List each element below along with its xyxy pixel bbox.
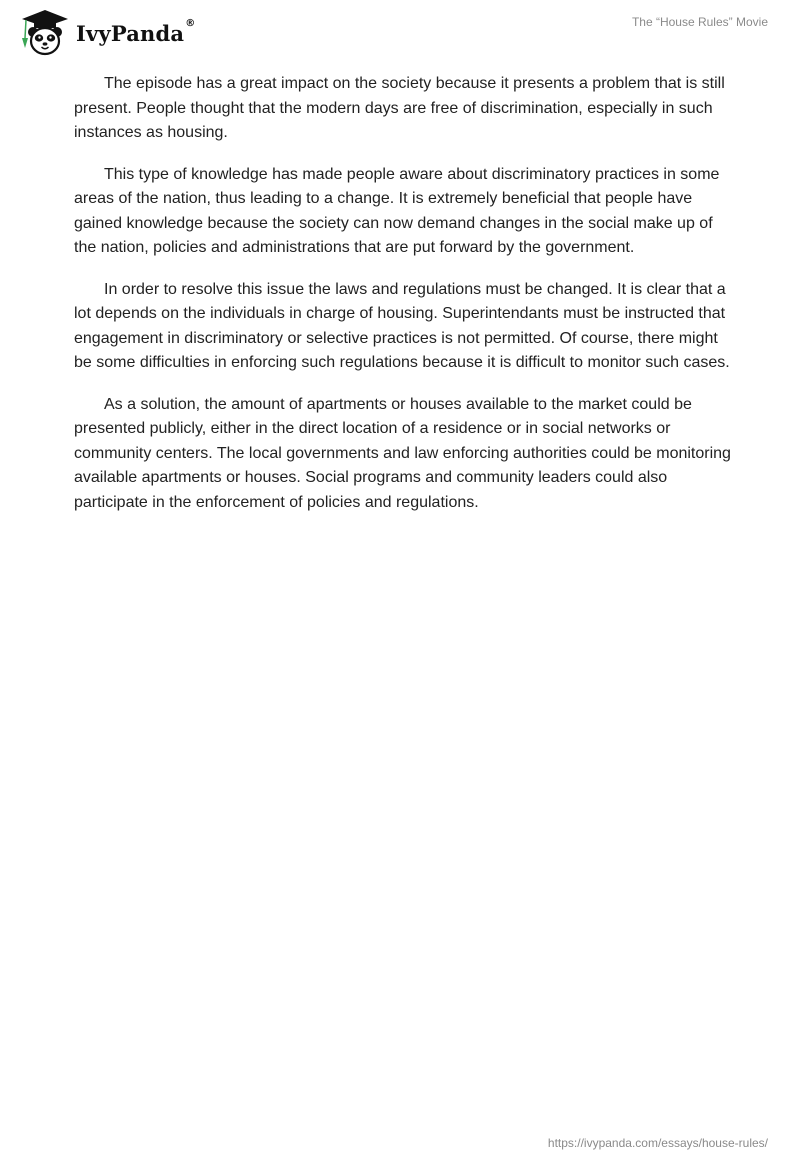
paragraph: The episode has a great impact on the society because it presents a problem that is still present. People thought that the modern days are free of discrimination, especially in such instances as housing. [74,75,725,141]
logo-wordmark: IvyPanda® [76,17,196,46]
page-header [0,0,800,60]
paragraph: This type of knowledge has made people aware about discriminatory practices in some areas of the nation, thus leading to a change. It is extremely beneficial that people have gained knowledge because the society can now demand changes in the social make up of the nation, policies and administrations that are put forward by the government. [74,165,720,256]
essay-body [74,72,734,532]
paragraph: As a solution, the amount of apartments or houses available to the market could be presented publicly, either in the direct location of a residence or in social networks or community centers. The local governments and law enforcing authorities could be monitoring available apartments or houses. Social programs and community leaders could also participate in the enforcement of policies and regulations. [74,395,731,511]
panda-graduate-icon [16,8,74,56]
paragraph: In order to resolve this issue the laws and regulations must be changed. It is clear that a lot depends on the individuals in charge of housing. Superintendants must be instructed that engagement in discriminatory or selective practices is not permitted. Of course, there might be some difficulties in enforcing such regulations because it is difficult to monitor such cases. [74,280,730,371]
source-url[interactable]: https://ivypanda.com/essays/house-rules/ [547,1136,768,1150]
ivypanda-logo[interactable] [16,8,195,56]
running-title: The “House Rules” Movie [631,15,768,29]
